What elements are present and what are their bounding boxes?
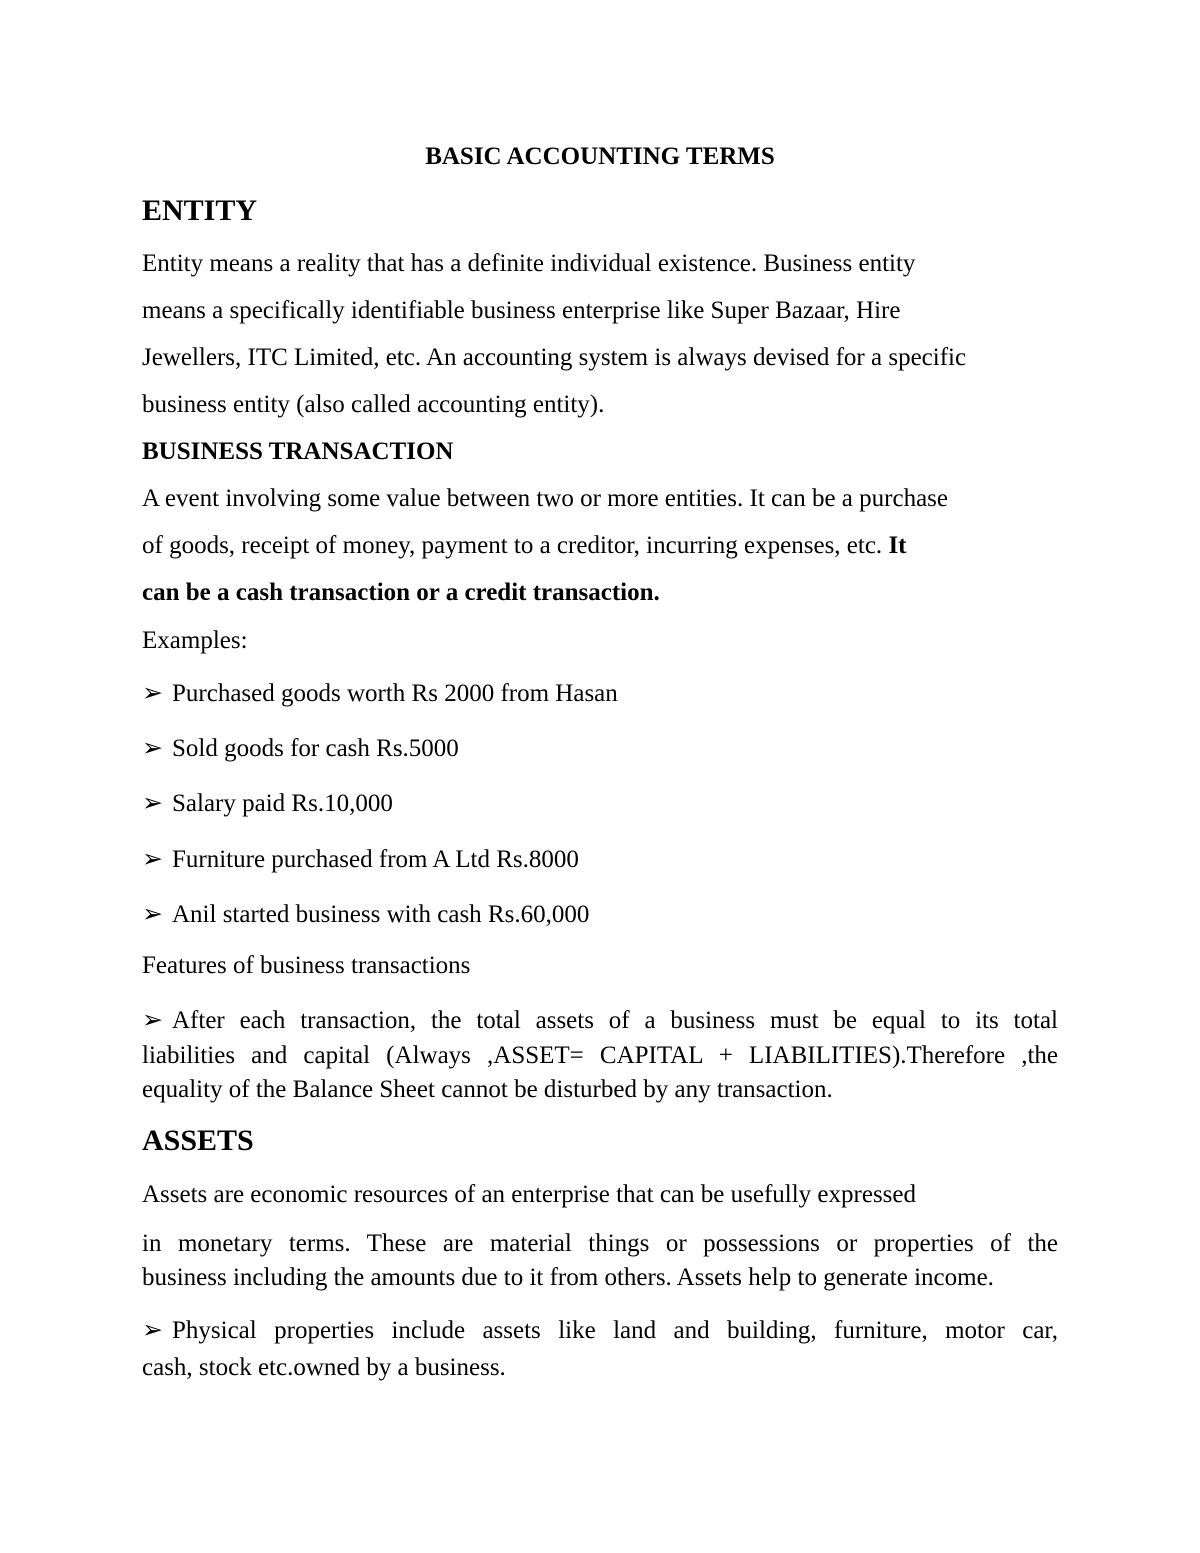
example-text: Anil started business with cash Rs.60,000 xyxy=(172,901,590,928)
example-text: Salary paid Rs.10,000 xyxy=(172,790,393,817)
bullet-arrow-icon: ➢ xyxy=(142,846,163,873)
features-label: Features of business transactions xyxy=(142,952,471,979)
example-text: Purchased goods worth Rs 2000 from Hasan xyxy=(172,680,618,707)
example-item xyxy=(142,900,589,930)
entity-line-3: Jewellers, ITC Limited, etc. An accounting system is always devised for a specific xyxy=(142,344,967,371)
assets-line-3: business including the amounts due to it from others. Assets help to generate income. xyxy=(142,1264,994,1291)
entity-heading: ENTITY xyxy=(142,194,258,227)
feature-line-1 xyxy=(142,1006,1058,1036)
business-transaction-line-3: can be a cash transaction or a credit transaction. xyxy=(142,579,660,606)
business-transaction-heading: BUSINESS TRANSACTION xyxy=(142,438,454,465)
example-item xyxy=(142,734,459,764)
business-transaction-line-2-text: of goods, receipt of money, payment to a creditor, incurring expenses, etc. xyxy=(142,532,883,559)
entity-line-2: means a specifically identifiable business enterprise like Super Bazaar, Hire xyxy=(142,297,901,324)
bullet-arrow-icon: ➢ xyxy=(142,901,163,928)
examples-label: Examples: xyxy=(142,627,248,654)
feature-line-2: liabilities and capital (Always ,ASSET= CAPITAL + LIABILITIES).Therefore ,the xyxy=(142,1042,1058,1069)
assets-line-1: Assets are economic resources of an enterprise that can be usefully expressed xyxy=(142,1181,916,1208)
bullet-arrow-icon: ➢ xyxy=(142,680,163,707)
entity-line-1: Entity means a reality that has a definite individual existence. Business entity xyxy=(142,250,916,277)
assets-heading: ASSETS xyxy=(142,1124,254,1157)
feature-text: After each transaction, the total assets of a business must be equal to its total xyxy=(172,1007,1058,1034)
document-title: BASIC ACCOUNTING TERMS xyxy=(425,143,775,170)
bullet-arrow-icon: ➢ xyxy=(142,790,163,817)
business-transaction-line-2 xyxy=(142,531,907,561)
example-text: Sold goods for cash Rs.5000 xyxy=(172,735,459,762)
feature-line-3: equality of the Balance Sheet cannot be disturbed by any transaction. xyxy=(142,1076,833,1103)
assets-physical-line-1 xyxy=(142,1316,1058,1346)
bullet-arrow-icon: ➢ xyxy=(142,1317,163,1344)
example-item xyxy=(142,845,579,875)
physical-text: Physical properties include assets like land and building, furniture, motor car, xyxy=(172,1317,1058,1344)
bullet-arrow-icon: ➢ xyxy=(142,1007,163,1034)
entity-line-4: business entity (also called accounting entity). xyxy=(142,391,605,418)
example-text: Furniture purchased from A Ltd Rs.8000 xyxy=(172,846,579,873)
assets-line-2: in monetary terms. These are material things or possessions or properties of the xyxy=(142,1230,1058,1257)
assets-physical-line-2: cash, stock etc.owned by a business. xyxy=(142,1354,506,1381)
business-transaction-line-2-bold: It xyxy=(888,532,907,559)
business-transaction-line-1: A event involving some value between two or more entities. It can be a purchase xyxy=(142,485,948,512)
bullet-arrow-icon: ➢ xyxy=(142,735,163,762)
example-item xyxy=(142,789,393,819)
example-item xyxy=(142,679,618,709)
